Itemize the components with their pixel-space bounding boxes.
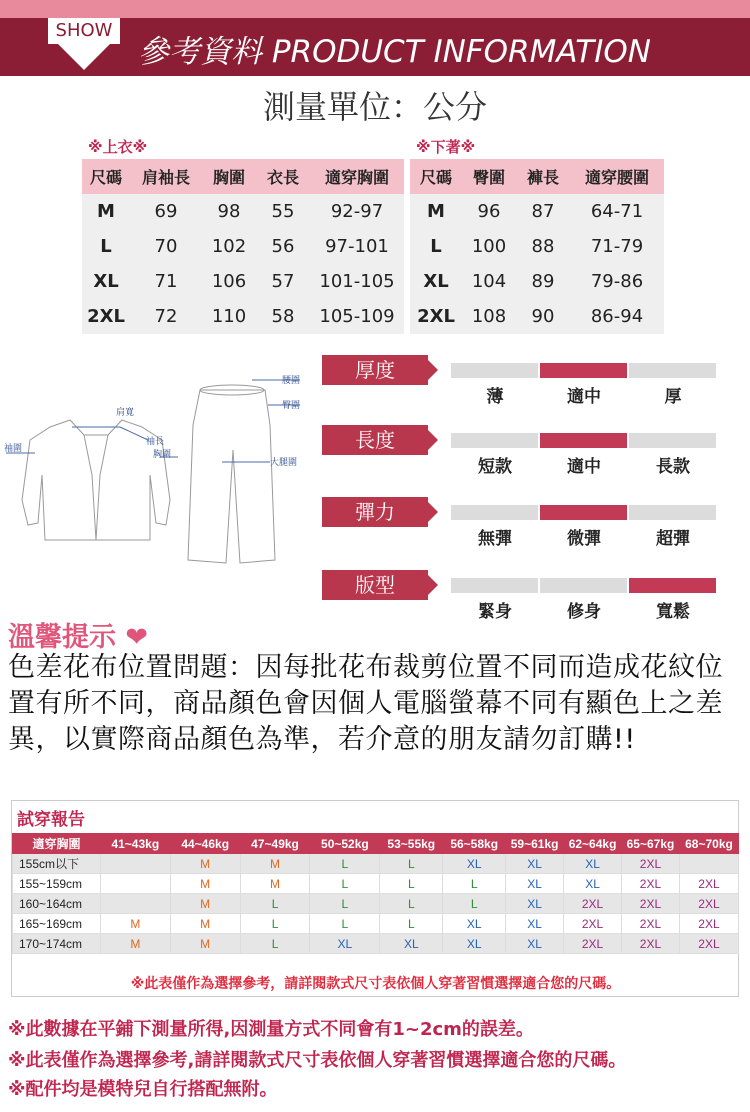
fit-header-cell: 44~46kg <box>170 834 240 854</box>
fit-size-cell: L <box>380 914 443 934</box>
fit-size-cell: 2XL <box>679 874 738 894</box>
tops-size-row <box>82 229 404 264</box>
fit-header-cell: 適穿胸圍 <box>13 834 101 854</box>
tops-header-cell: 胸圍 <box>202 159 256 194</box>
tops-size-row <box>82 299 404 334</box>
tops-size-value: 72 <box>130 299 202 334</box>
attribute-bar <box>451 433 538 448</box>
bottoms-size-label: 2XL <box>410 299 462 334</box>
tops-size-value: 69 <box>130 194 202 229</box>
note-reference: ※此表僅作為選擇參考,請詳閱款式尺寸表依個人穿著習慣選擇適合您的尺碼。 <box>8 1050 627 1071</box>
attribute-bar <box>629 505 716 520</box>
fit-size-cell: 2XL <box>564 934 622 954</box>
fit-size-cell: XL <box>310 934 380 954</box>
tops-size-row <box>82 194 404 229</box>
pants-outline-icon <box>188 385 275 563</box>
tops-size-value: 71 <box>130 264 202 299</box>
bottoms-size-label: M <box>410 194 462 229</box>
fit-size-cell: L <box>310 854 380 874</box>
fit-size-cell: L <box>240 934 310 954</box>
fit-size-cell: 2XL <box>622 854 680 874</box>
label-sleeve-length: 袖長 <box>146 437 165 447</box>
fit-size-cell <box>100 894 170 914</box>
note-measurement: ※此數據在平鋪下測量所得,因測量方式不同會有1~2cm的誤差。 <box>8 1019 534 1040</box>
fit-size-cell: XL <box>506 934 564 954</box>
label-shoulder: 肩寬 <box>116 408 135 418</box>
tops-size-value: 102 <box>202 229 256 264</box>
fit-row <box>13 934 739 954</box>
fit-header-cell: 65~67kg <box>622 834 680 854</box>
fit-size-cell: L <box>310 874 380 894</box>
attribute-bar <box>629 363 716 378</box>
fit-size-cell <box>679 854 738 874</box>
fit-size-cell: L <box>310 914 380 934</box>
header-title: 參考資料 PRODUCT INFORMATION <box>138 34 651 70</box>
fit-size-cell: 2XL <box>679 934 738 954</box>
tops-size-value: 101-105 <box>310 264 404 299</box>
fit-size-cell: M <box>240 874 310 894</box>
attribute-arrow-icon <box>428 575 438 595</box>
fit-size-cell: XL <box>443 914 506 934</box>
fit-size-cell: M <box>170 934 240 954</box>
attribute-bar <box>540 578 627 593</box>
attribute-bar-selected <box>540 505 627 520</box>
attribute-bar <box>451 578 538 593</box>
attribute-option: 緊身 <box>478 602 512 622</box>
tops-size-label: 2XL <box>82 299 130 334</box>
fit-size-cell: XL <box>564 854 622 874</box>
tops-size-label: M <box>82 194 130 229</box>
tops-size-value: 97-101 <box>310 229 404 264</box>
fit-size-cell: L <box>240 894 310 914</box>
tops-size-value: 56 <box>256 229 310 264</box>
bottoms-size-value: 88 <box>516 229 570 264</box>
bottoms-size-value: 90 <box>516 299 570 334</box>
attribute-option: 適中 <box>567 387 601 407</box>
fit-header-cell: 41~43kg <box>100 834 170 854</box>
fit-size-cell: XL <box>506 914 564 934</box>
attribute-option: 短款 <box>478 457 512 477</box>
fit-size-cell: M <box>170 854 240 874</box>
fit-height-label: 155cm以下 <box>13 854 101 874</box>
attribute-option: 薄 <box>486 387 504 407</box>
fit-header-cell: 62~64kg <box>564 834 622 854</box>
fit-height-label: 170~174cm <box>13 934 101 954</box>
label-waist: 腰圍 <box>282 376 301 386</box>
bottoms-header-cell: 適穿腰圍 <box>570 159 664 194</box>
fit-size-cell: L <box>310 894 380 914</box>
bottoms-size-row <box>410 299 664 334</box>
attribute-option: 微彈 <box>567 529 601 549</box>
bottoms-size-value: 71-79 <box>570 229 664 264</box>
fit-size-cell: M <box>170 914 240 934</box>
attribute-arrow-icon <box>428 360 438 380</box>
attribute-label: 版型 <box>322 570 428 600</box>
fit-row <box>13 914 739 934</box>
attribute-option: 厚 <box>664 387 682 407</box>
tops-size-value: 57 <box>256 264 310 299</box>
bottoms-size-value: 108 <box>462 299 516 334</box>
tops-size-label: L <box>82 229 130 264</box>
fit-size-cell: L <box>443 894 506 914</box>
bottoms-size-row <box>410 194 664 229</box>
fit-size-cell: M <box>240 854 310 874</box>
fit-size-cell: L <box>240 914 310 934</box>
measurement-unit-title: 測量單位：公分 <box>262 88 487 126</box>
fit-row <box>13 874 739 894</box>
fit-header-cell: 53~55kg <box>380 834 443 854</box>
attribute-bar-selected <box>540 363 627 378</box>
show-tag: SHOW <box>48 18 120 44</box>
fit-report-title: 試穿報告 <box>17 810 85 830</box>
attribute-bar <box>451 505 538 520</box>
bottoms-size-value: 79-86 <box>570 264 664 299</box>
label-chest: 胸圍 <box>153 450 172 460</box>
fit-size-cell: L <box>380 894 443 914</box>
fit-size-cell: L <box>380 854 443 874</box>
fit-size-cell: L <box>443 874 506 894</box>
show-tag-arrow-icon <box>58 44 110 70</box>
attribute-option: 超彈 <box>656 529 690 549</box>
bottoms-size-value: 96 <box>462 194 516 229</box>
fit-size-cell: L <box>380 874 443 894</box>
attribute-bar-selected <box>540 433 627 448</box>
bottoms-size-value: 104 <box>462 264 516 299</box>
attribute-arrow-icon <box>428 430 438 450</box>
attribute-bar <box>451 363 538 378</box>
fit-size-cell: XL <box>506 894 564 914</box>
fit-size-cell: 2XL <box>622 874 680 894</box>
tops-size-value: 98 <box>202 194 256 229</box>
tops-size-value: 55 <box>256 194 310 229</box>
attribute-option: 無彈 <box>478 529 512 549</box>
fit-size-cell: XL <box>564 874 622 894</box>
tops-header-cell: 衣長 <box>256 159 310 194</box>
tops-header-row <box>82 159 404 194</box>
tops-size-value: 110 <box>202 299 256 334</box>
top-accent-bar <box>0 0 750 18</box>
fit-header-cell: 59~61kg <box>506 834 564 854</box>
attribute-bar-selected <box>629 578 716 593</box>
bottoms-size-row <box>410 229 664 264</box>
tops-size-value: 58 <box>256 299 310 334</box>
attribute-label: 長度 <box>322 425 428 455</box>
tops-size-row <box>82 264 404 299</box>
fit-size-cell: XL <box>380 934 443 954</box>
attribute-option: 長款 <box>656 457 690 477</box>
bottoms-header-cell: 臀圍 <box>462 159 516 194</box>
fit-size-cell <box>100 854 170 874</box>
tips-title <box>8 615 148 654</box>
fit-size-cell: M <box>170 874 240 894</box>
fit-height-label: 155~159cm <box>13 874 101 894</box>
fit-size-cell: XL <box>506 874 564 894</box>
attribute-arrow-icon <box>428 502 438 522</box>
label-sleeve: 袖圍 <box>4 444 23 454</box>
fit-size-cell <box>100 874 170 894</box>
bottoms-size-value: 64-71 <box>570 194 664 229</box>
attribute-bar <box>629 433 716 448</box>
label-hip: 臀圍 <box>282 401 301 411</box>
note-accessories: ※配件均是模特兒自行搭配無附。 <box>8 1079 278 1100</box>
fit-header-cell: 68~70kg <box>679 834 738 854</box>
fit-size-cell: M <box>170 894 240 914</box>
fit-size-cell: XL <box>443 934 506 954</box>
bottoms-header-cell: 尺碼 <box>410 159 462 194</box>
attribute-option: 修身 <box>567 602 601 622</box>
fit-height-label: 160~164cm <box>13 894 101 914</box>
fit-height-label: 165~169cm <box>13 914 101 934</box>
fit-row <box>13 894 739 914</box>
tops-header-cell: 肩袖長 <box>130 159 202 194</box>
bottoms-size-row <box>410 264 664 299</box>
fit-row <box>13 854 739 874</box>
fit-header-row <box>13 834 739 854</box>
tops-header-cell: 適穿胸圍 <box>310 159 404 194</box>
tips-body: 色差花布位置問題：因每批花布裁剪位置不同而造成花紋位置有所不同，商品顏色會因個人電腦螢幕不同有顯色上之差異，以實際商品顏色為準，若介意的朋友請勿訂購!! <box>8 652 723 755</box>
fit-header-cell: 50~52kg <box>310 834 380 854</box>
bottoms-size-value: 89 <box>516 264 570 299</box>
tops-size-value: 105-109 <box>310 299 404 334</box>
tops-size-value: 92-97 <box>310 194 404 229</box>
garment-measurement-diagram <box>0 365 320 580</box>
tops-size-value: 106 <box>202 264 256 299</box>
bottoms-size-label: XL <box>410 264 462 299</box>
tips-title-text: 溫馨提示 <box>8 622 116 653</box>
tops-size-table <box>82 133 404 334</box>
fit-size-cell: M <box>100 934 170 954</box>
label-thigh: 大腿圍 <box>270 458 298 468</box>
bottoms-size-value: 86-94 <box>570 299 664 334</box>
fit-report-panel <box>11 800 739 997</box>
fit-size-cell: 2XL <box>622 934 680 954</box>
bottoms-header-row <box>410 159 664 194</box>
bottoms-size-label: L <box>410 229 462 264</box>
tops-size-value: 70 <box>130 229 202 264</box>
fit-report-table <box>12 833 739 954</box>
fit-size-cell: M <box>100 914 170 934</box>
attribute-option: 寬鬆 <box>656 602 690 622</box>
attribute-label: 厚度 <box>322 355 428 385</box>
fit-header-cell: 47~49kg <box>240 834 310 854</box>
fit-size-cell: 2XL <box>564 914 622 934</box>
fit-size-cell: XL <box>506 854 564 874</box>
bottoms-size-table <box>410 133 664 334</box>
bottoms-header-cell: 褲長 <box>516 159 570 194</box>
heart-icon: ❤ <box>125 622 149 653</box>
fit-size-cell: 2XL <box>679 894 738 914</box>
bottoms-section-title: ※下著※ <box>410 133 664 159</box>
fit-report-note: ※此表僅作為選擇參考，請詳閱款式尺寸表依個人穿著習慣選擇適合您的尺碼。 <box>130 976 621 992</box>
bottoms-size-value: 100 <box>462 229 516 264</box>
fit-size-cell: 2XL <box>622 894 680 914</box>
fit-size-cell: XL <box>443 854 506 874</box>
bottoms-size-value: 87 <box>516 194 570 229</box>
tops-section-title: ※上衣※ <box>82 133 404 159</box>
tops-size-label: XL <box>82 264 130 299</box>
tops-header-cell: 尺碼 <box>82 159 130 194</box>
fit-header-cell: 56~58kg <box>443 834 506 854</box>
attribute-label: 彈力 <box>322 497 428 527</box>
fit-size-cell: 2XL <box>679 914 738 934</box>
fit-size-cell: 2XL <box>622 914 680 934</box>
attribute-option: 適中 <box>567 457 601 477</box>
fit-size-cell: 2XL <box>564 894 622 914</box>
